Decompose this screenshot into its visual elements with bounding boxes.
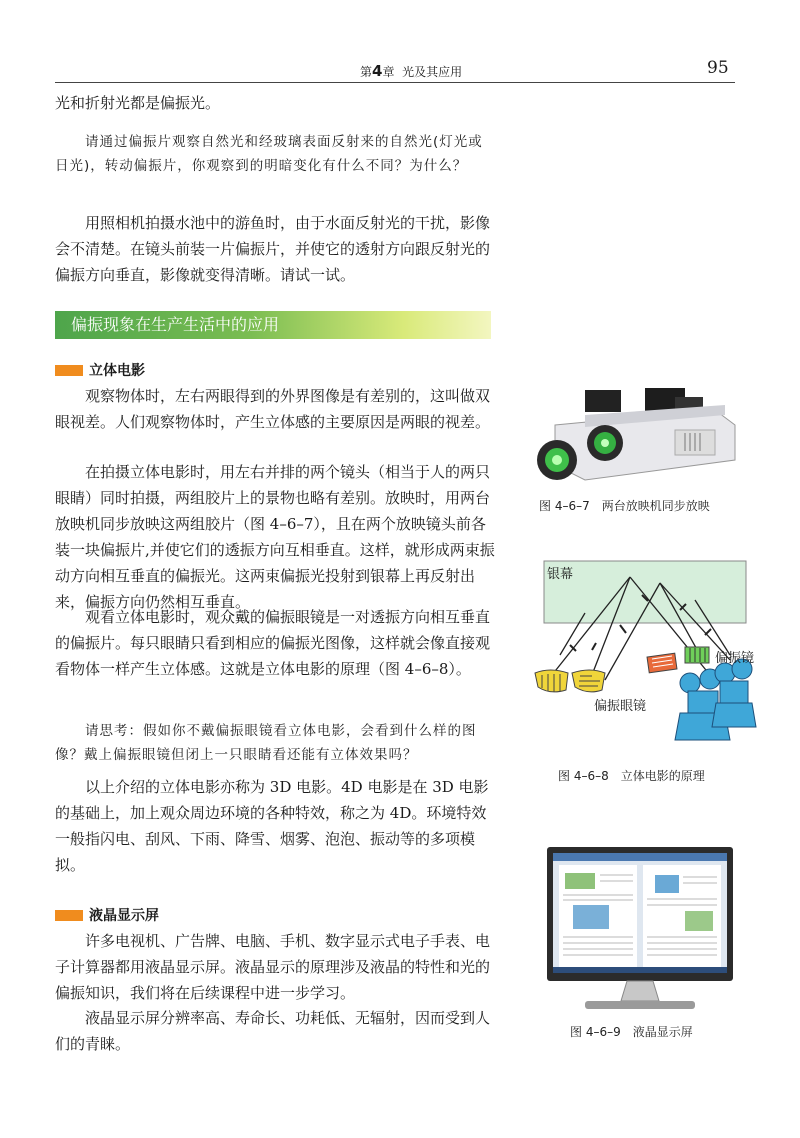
- projectors-image: [525, 385, 740, 495]
- figure-468-caption: 图 4–6–8 立体电影的原理: [558, 769, 705, 783]
- page-number: 95: [707, 58, 729, 78]
- glasses-label: 偏振眼镜: [594, 699, 647, 714]
- heading-marker: [55, 910, 83, 921]
- movie-heading: 立体电影: [55, 360, 145, 380]
- camera-paragraph: 用照相机拍摄水池中的游鱼时，由于水面反射光的干扰，影像会不清楚。在镜头前装一片偏振片，并使它的透射方向跟反射光的偏振方向垂直，影像就变得清晰。请试一试。: [55, 214, 491, 284]
- lcd-paragraph-1: 许多电视机、广告牌、电脑、手机、数字显示式电子手表、电子计算器都用液晶显示屏。液晶显示的原理涉及液晶的特性和光的偏振知识，我们将在后续课程中进一步学习。: [55, 932, 491, 1002]
- think-question-2: 请思考：假如你不戴偏振眼镜看立体电影，会看到什么样的图像？戴上偏振眼镜但闭上一只眼睛看还能有立体效果吗？: [55, 722, 477, 763]
- lcd-paragraph-2: 液晶显示屏分辨率高、寿命长、功耗低、无辐射，因而受到人们的青睐。: [55, 1009, 491, 1053]
- header-rule: [55, 82, 735, 83]
- movie-paragraph-1: 观察物体时，左右两眼得到的外界图像是有差别的，这叫做双眼视差。人们观察物体时，产生立体感的主要原因是两眼的视差。: [55, 387, 491, 431]
- movie-paragraph-3: 观看立体电影时，观众戴的偏振眼镜是一对透振方向相互垂直的偏振片。每只眼睛只看到相应的偏振光图像，这样就会像直接观看物体一样产生立体感。这就是立体电影的原理（图 4–6–8）。: [55, 608, 491, 678]
- intro-line: 光和折射光都是偏振光。: [55, 94, 221, 112]
- movie-paragraph-4: 以上介绍的立体电影亦称为 3D 电影。4D 电影是在 3D 电影的基础上，加上观众周边环境的各种特效，称之为 4D。环境特效一般指闪电、刮风、下雨、降雪、烟雾、泡泡、振动等的多项模拟。: [55, 778, 489, 874]
- chapter-number: 4: [372, 62, 383, 80]
- figure-469-caption: 图 4–6–9 液晶显示屏: [570, 1025, 693, 1039]
- screen-label: 银幕: [547, 567, 574, 582]
- heading-marker: [55, 365, 83, 376]
- think-question-1: 请通过偏振片观察自然光和经玻璃表面反射来的自然光(灯光或日光)，转动偏振片，你观察到的明暗变化有什么不同？为什么？: [55, 133, 483, 174]
- chapter-title: 光及其应用: [402, 65, 463, 79]
- figure-467-caption: 图 4–6–7 两台放映机同步放映: [539, 499, 710, 513]
- polarizer-label: 偏振镜: [715, 651, 755, 666]
- section-banner: 偏振现象在生产生活中的应用: [55, 311, 491, 339]
- lcd-heading: 液晶显示屏: [55, 905, 159, 925]
- chapter-header: 第4章 光及其应用: [360, 62, 463, 80]
- movie-paragraph-2: 在拍摄立体电影时，用左右并排的两个镜头（相当于人的两只眼睛）同时拍摄，两组胶片上的景物也略有差别。放映时，用两台放映机同步放映这两组胶片（图 4–6–7），且在两个放映镜头前各装一块偏振片,并使它们的透振方向互相垂直。这样，就形成两束振动方向相互垂直的偏振光。这两束偏振光投射到银幕上再反射出来，偏振方向仍然相互垂直。: [55, 463, 495, 611]
- lcd-monitor-image: [545, 845, 735, 1015]
